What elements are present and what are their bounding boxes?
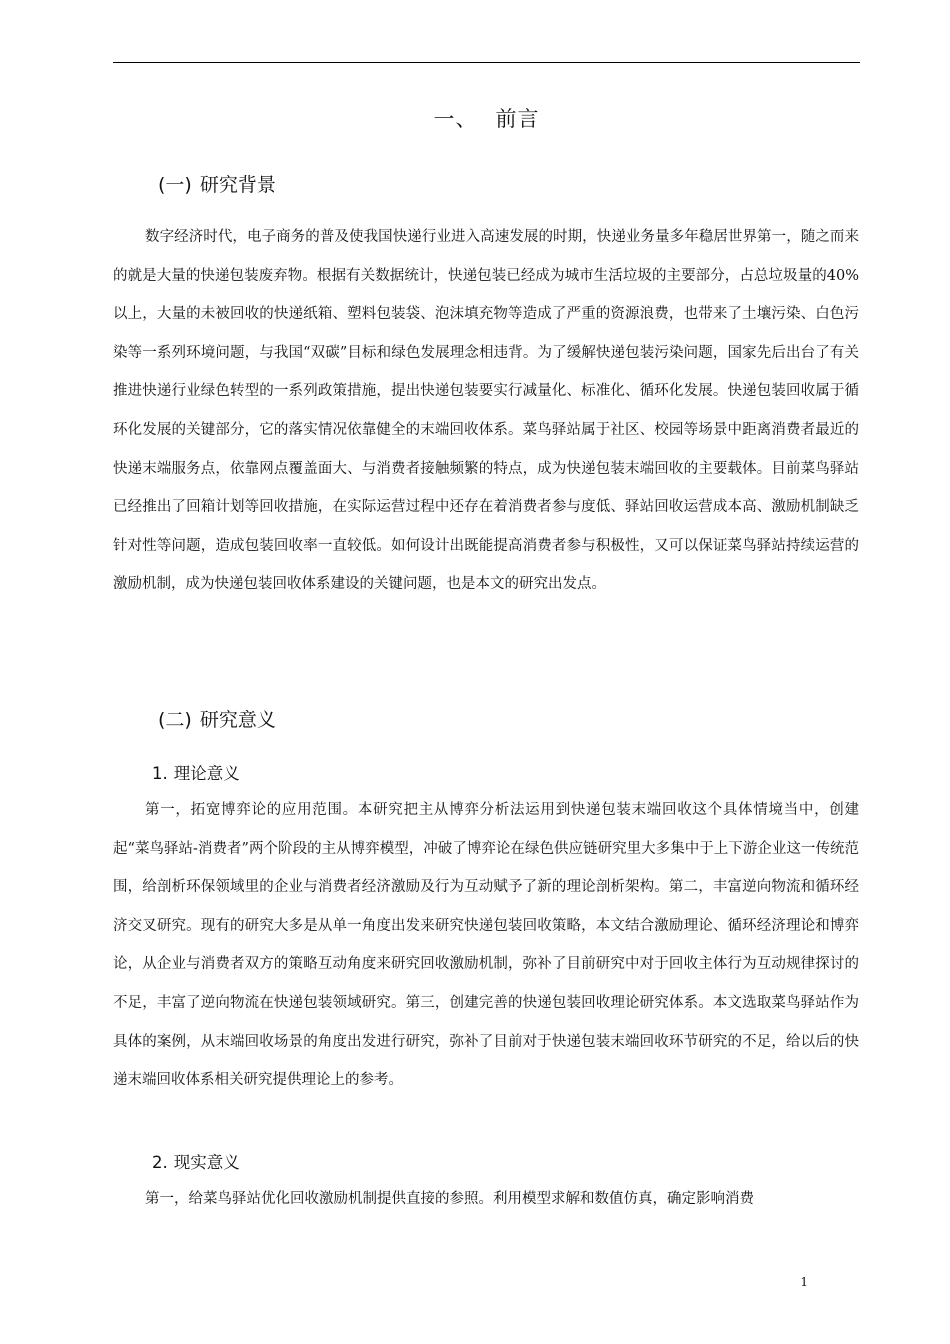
body-paragraph-practical: 第一，给菜鸟驿站优化回收激励机制提供直接的参照。利用模型求解和数值仿真，确定影响消费 [145, 1191, 754, 1207]
section-heading-research-significance [158, 706, 276, 734]
body-paragraph-background: 数字经济时代，电子商务的普及使我国快递行业进入高速发展的时期，快递业务量多年稳居世界第一，随之而来的就是大量的快递包装废弃物。根据有关数据统计，快递包装已经成为城市生活垃圾的主要部分，占总垃圾量的40%以上，大量的未被回收的快递纸箱、塑料包装袋、泡沫填充物等造成了严重的资源浪费，也带来了土壤污染、白色污染等一系列环境问题，与我国“双碳”目标和绿色发展理念相违背。为了缓解快递包装污染问题，国家先后出台了有关推进快递行业绿色转型的一系列政策措施，提出快递包装要实行减量化、标准化、循环化发展。快递包装回收属于循环化发展的关键部分，它的落实情况依靠健全的末端回收体系。菜鸟驿站属于社区、校园等场景中距离消费者最近的快递末端服务点，依靠网点覆盖面大、与消费者接触频繁的特点，成为快递包装末端回收的主要载体。目前菜鸟驿站已经推出了回箱计划等回收措施，在实际运营过程中还存在着消费者参与度低、驿站回收运营成本高、激励机制缺乏针对性等问题，造成包装回收率一直较低。如何设计出既能提高消费者参与积极性，又可以保证菜鸟驿站持续运营的激励机制，成为快递包装回收体系建设的关键问题，也是本文的研究出发点。 [113, 229, 859, 593]
section-title-text: 研究背景 [199, 174, 276, 196]
body-paragraph-theoretical: 第一，拓宽博弈论的应用范围。本研究把主从博弈分析法运用到快递包装末端回收这个具体情境当中，创建起“菜鸟驿站-消费者”两个阶段的主从博弈模型，冲破了博弈论在绿色供应链研究里大多集中于上下游企业这一传统范围，给剖析环保领域里的企业与消费者经济激励及行为互动赋予了新的理论剖析架构。第二，丰富逆向物流和循环经济交叉研究。现有的研究大多是从单一角度出发来研究快递包装回收策略，本文结合激励理论、循环经济理论和博弈论，从企业与消费者双方的策略互动角度来研究回收激励机制，弥补了目前研究中对于回收主体行为互动规律探讨的不足，丰富了逆向物流在快递包装领域研究。第三，创建完善的快递包装回收理论研究体系。本文选取菜鸟驿站作为具体的案例，从末端回收场景的角度出发进行研究，弥补了目前对于快递包装末端回收环节研究的不足，给以后的快递末端回收体系相关研究提供理论上的参考。 [113, 802, 859, 1089]
subsection-heading-theoretical-significance [152, 762, 240, 786]
subsection-heading-practical-significance [152, 1151, 240, 1175]
subsection-title-text: 理论意义 [173, 764, 240, 783]
subsection-number: 1. [152, 764, 168, 783]
section-number: (一) [158, 174, 192, 196]
page-number: 1 [800, 1275, 808, 1289]
chapter-title-text: 前言 [495, 107, 540, 131]
header-rule [113, 62, 860, 63]
subsection-title-text: 现实意义 [173, 1153, 240, 1172]
section-title-text: 研究意义 [199, 709, 276, 731]
body-paragraph-practical-clip [113, 1180, 859, 1220]
section-heading-research-background [158, 171, 276, 199]
section-number: (二) [158, 709, 192, 731]
chapter-number: 一、 [433, 107, 478, 131]
chapter-title [113, 103, 860, 135]
subsection-number: 2. [152, 1153, 168, 1172]
